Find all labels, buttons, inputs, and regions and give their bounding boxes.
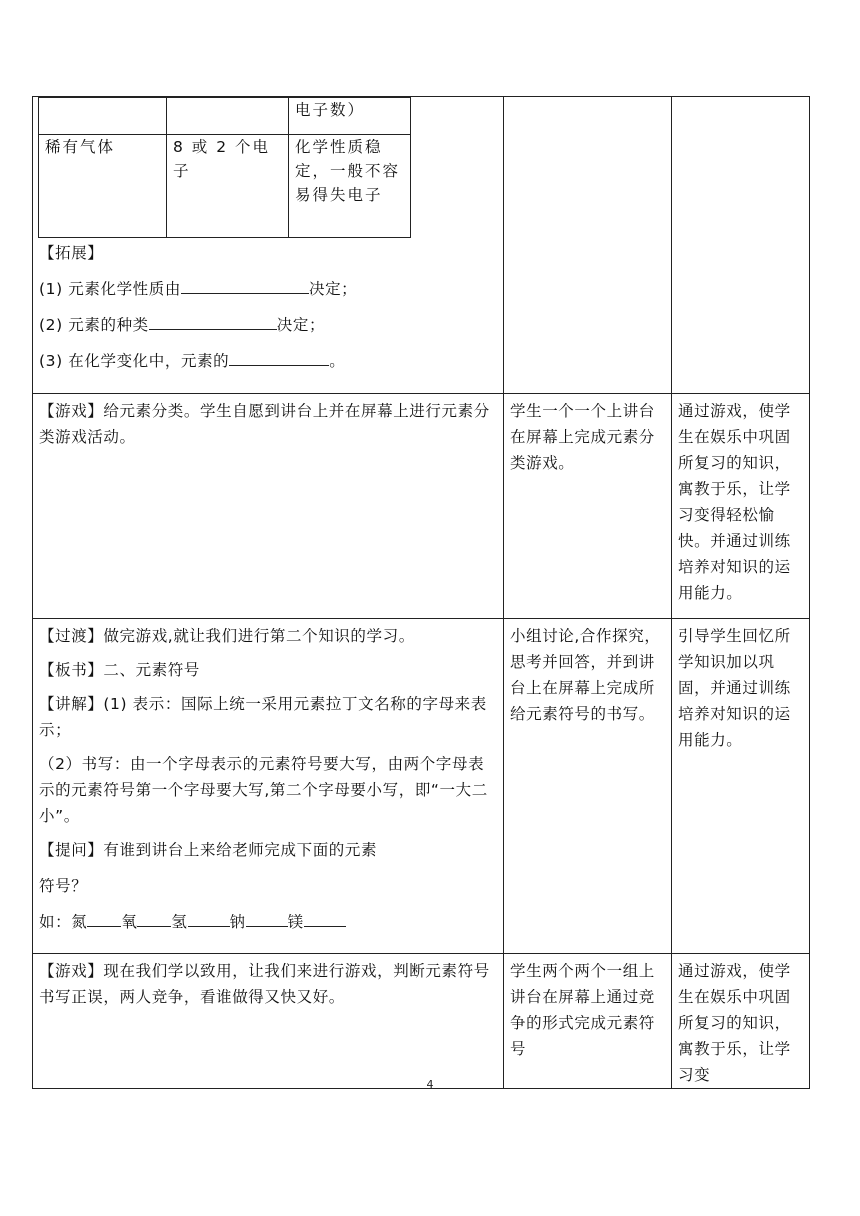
item-text: 决定； <box>308 280 358 298</box>
extension-item-3 <box>39 348 497 374</box>
item-text: (1) 元素化学性质由 <box>39 280 181 298</box>
item-text: 。 <box>329 352 346 370</box>
table-row <box>33 394 810 619</box>
answer-blank <box>87 909 121 927</box>
answer-blank <box>229 348 329 366</box>
answer-blank <box>188 909 230 927</box>
item-text: (2) 元素的种类 <box>39 316 149 334</box>
teacher-activity-cell: 【游戏】现在我们学以致用，让我们来进行游戏，判断元素符号书写正误，两人竞争，看谁做得又快又好。 <box>33 954 504 1089</box>
student-activity-cell: 小组讨论,合作探究，思考并回答，并到讲台上在屏幕上完成所给元素符号的书写。 <box>504 619 672 954</box>
table-row <box>33 619 810 954</box>
element-property-table <box>38 97 411 238</box>
item-text: (3) 在化学变化中，元素的 <box>39 352 230 370</box>
explain-text-1: 【讲解】(1) 表示：国际上统一采用元素拉丁文名称的字母来表示； <box>39 695 487 739</box>
table-cell: 稀有气体 <box>39 135 167 238</box>
element-name: 钠 <box>229 913 246 931</box>
lesson-plan-table <box>32 96 810 1089</box>
element-name: 镁 <box>287 913 304 931</box>
design-intent-cell <box>672 97 810 394</box>
table-cell: 电子数） <box>289 98 411 135</box>
answer-blank <box>246 909 288 927</box>
element-name: 氮 <box>71 913 88 931</box>
answer-blank <box>181 276 309 294</box>
student-activity-cell <box>504 97 672 394</box>
table-row <box>39 98 411 135</box>
answer-blank <box>304 909 346 927</box>
transition-text: 【过渡】做完游戏,就让我们进行第二个知识的学习。 <box>39 627 415 645</box>
answer-blank <box>149 312 277 330</box>
table-cell: 8 或 2 个电子 <box>167 135 289 238</box>
table-cell <box>39 98 167 135</box>
table-row <box>33 97 810 394</box>
extension-heading: 【拓展】 <box>39 244 104 262</box>
student-activity-cell: 学生两个两个一组上讲台在屏幕上通过竞争的形式完成元素符号 <box>504 954 672 1089</box>
teacher-activity-cell <box>33 97 504 394</box>
table-cell <box>167 98 289 135</box>
extension-item-1 <box>39 276 497 302</box>
design-intent-cell: 引导学生回忆所学知识加以巩固，并通过训练培养对知识的运用能力。 <box>672 619 810 954</box>
teacher-activity-cell <box>33 619 504 954</box>
answer-blank <box>137 909 171 927</box>
example-prefix: 如： <box>39 913 72 931</box>
table-cell: 化学性质稳定，一般不容易得失电子 <box>289 135 411 238</box>
question-text-2: 符号？ <box>39 877 88 895</box>
student-activity-cell: 学生一个一个上讲台在屏幕上完成元素分类游戏。 <box>504 394 672 619</box>
board-text: 【板书】二、元素符号 <box>39 661 201 679</box>
table-row <box>33 954 810 1089</box>
element-name: 氢 <box>171 913 188 931</box>
explain-text-2: （2）书写：由一个字母表示的元素符号要大写，由两个字母表示的元素符号第一个字母要大写,第二个字母要小写，即“一大二小”。 <box>39 755 488 825</box>
design-intent-cell: 通过游戏，使学生在娱乐中巩固所复习的知识，寓教于乐，让学习变 <box>672 954 810 1089</box>
table-row <box>39 135 411 238</box>
question-text-1: 【提问】有谁到讲台上来给老师完成下面的元素 <box>39 841 378 859</box>
element-name: 氧 <box>121 913 138 931</box>
design-intent-cell: 通过游戏，使学生在娱乐中巩固所复习的知识，寓教于乐，让学习变得轻松愉快。并通过训练培养对知识的运用能力。 <box>672 394 810 619</box>
teacher-activity-cell: 【游戏】给元素分类。学生自愿到讲台上并在屏幕上进行元素分类游戏活动。 <box>33 394 504 619</box>
page-number: 4 <box>426 1078 434 1091</box>
extension-item-2 <box>39 312 497 338</box>
element-examples <box>39 909 497 935</box>
item-text: 决定； <box>276 316 326 334</box>
